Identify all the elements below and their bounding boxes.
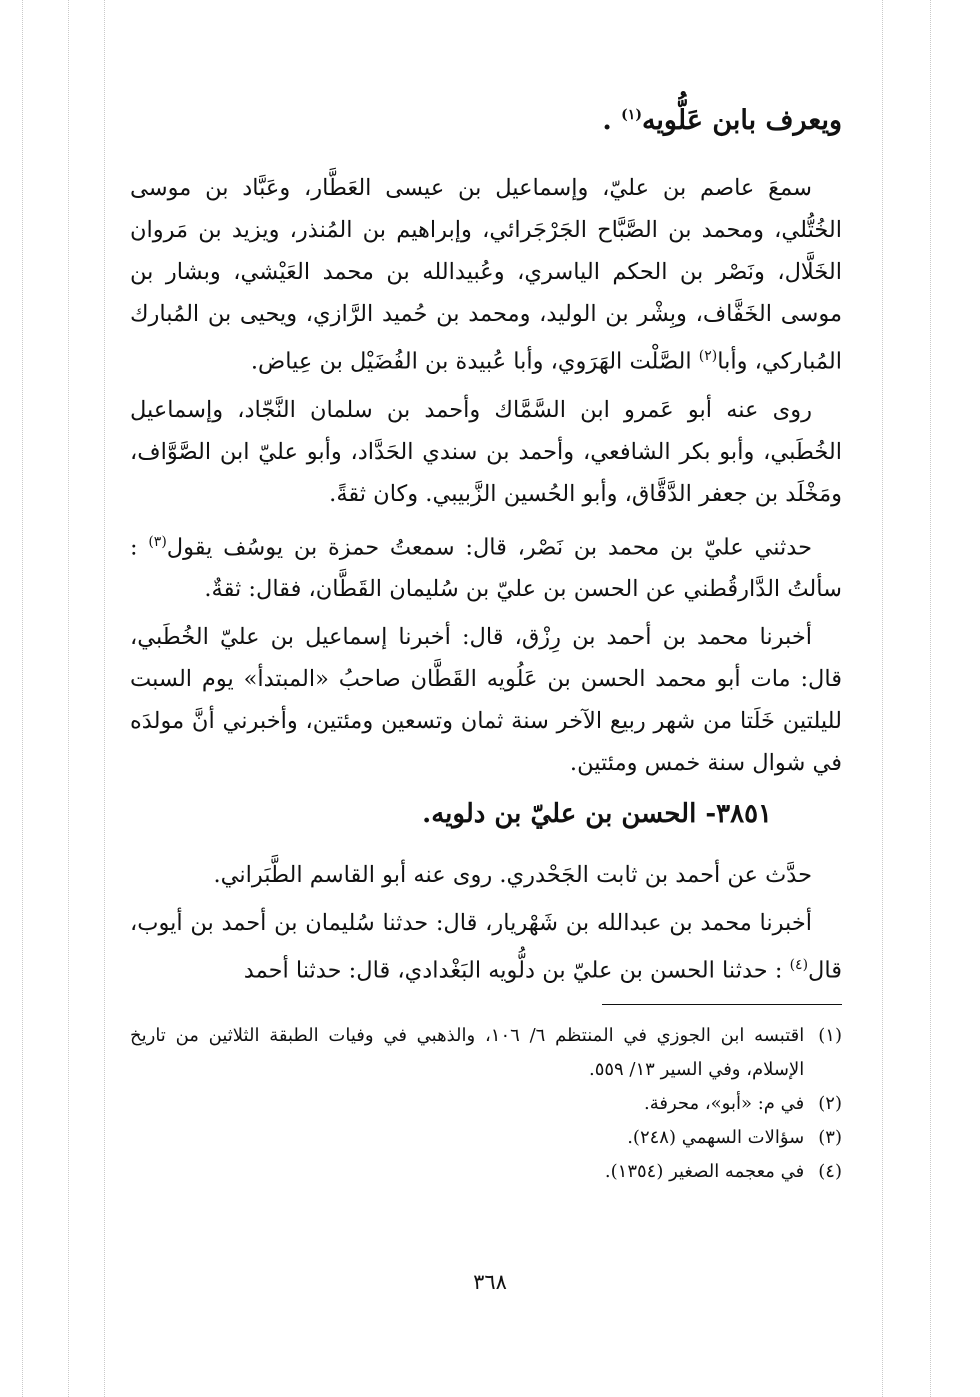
footnote-item — [130, 1121, 842, 1155]
footnote-number: (٢) — [818, 1092, 842, 1114]
footnote-text: في معجمه الصغير (١٣٥٤). — [604, 1160, 805, 1182]
paragraph-text: أخبرنا محمد بن عبدالله بن شَهْريار، قال: حدثنا سُليمان بن أحمد بن أيوب، قال — [130, 910, 842, 984]
footnote-item — [130, 1019, 842, 1087]
paragraph-teachers — [130, 167, 842, 383]
paragraph-text: حدثني عليّ بن محمد بن نَصْر، قال: سمعتُ حمزة بن يوسُف يقول — [166, 534, 813, 560]
footnote-text: سؤالات السهمي (٢٤٨). — [627, 1126, 805, 1148]
entry-heading-continuation — [130, 95, 842, 141]
footnote-item — [130, 1155, 842, 1189]
paragraph-text-end: : سألتُ الدَّارقُطني عن الحسن بن عليّ بن سُليمان القَطَّان، فقال: ثقةٌ. — [130, 534, 842, 602]
footnotes — [130, 1019, 842, 1189]
footnote-separator — [602, 1004, 842, 1005]
paragraph-entry-intro: حدَّث عن أحمد بن ثابت الجَحْدري. روى عنه أبو القاسم الطَّبَراني. — [213, 862, 812, 888]
entry-title: ٣٨٥١- الحسن بن عليّ بن دلويه. — [422, 799, 772, 829]
paragraph-text: سمعَ عاصم بن عليّ، وإسماعيل بن عيسى العَطَّار، وعَبَّاد بن موسى الخُتُّلي، ومحمد بن الصَّبَّاح الجَرْجَرائي، وإبراهيم بن المُنذر، ويزيد بن مَروان الخَلَّال، ونَصْر بن الحكم الياسري، وعُبيدالله بن محمد العَيْشي، وبشار بن موسى الخَفَّاف، وبِشْر بن الوليد، ومحمد بن حُميد الرَّازي، ويحيى بن المُبارك المُباركي، وأبا — [130, 175, 842, 375]
footnote-ref: (٣) — [148, 533, 167, 550]
footnote-text: في م: «أبو»، محرفة. — [643, 1092, 805, 1114]
paragraph-students: روى عنه أبو عَمرو ابن السَّمَّاك وأحمد بن سلمان النَّجّاد، وإسماعيل الخُطَبي، وأبو بكر الشافعي، وأحمد بن سندي الحَدَّاد، وأبو عليّ ابن الصَّوَّاف، ومَخْلَد بن جعفر الدَّقَّاق، وأبو الحُسين الزَّبيبي. وكان ثقةً. — [130, 396, 842, 507]
heading-text: ويعرف بابن عَلُّويه — [641, 105, 842, 136]
page-content — [130, 95, 842, 1189]
footnote-item — [130, 1087, 842, 1121]
footnote-ref: (٤) — [789, 957, 809, 973]
footnote-text: اقتبسه ابن الجوزي في المنتظم ٦/ ١٠٦، والذهبي في وفيات الطبقة الثلاثين من تاريخ الإسلام، وفي السير ١٣/ ٥٥٩. — [130, 1024, 805, 1080]
paragraph-text-end: : حدثنا الحسن بن عليّ بن دلُّويه البَغْدادي، قال: حدثنا أحمد — [243, 957, 783, 984]
footnote-ref: (١) — [621, 107, 642, 123]
heading-end: . — [602, 105, 612, 136]
page-number: ٣٦٨ — [473, 1270, 507, 1294]
footnote-number: (٤) — [818, 1160, 842, 1182]
paragraph-death-date: أخبرنا محمد بن أحمد بن رِزْق، قال: أخبرنا إسماعيل بن عليّ الخُطَبي، قال: مات أبو محمد الحسن بن عَلُويه القَطَّان صاحبُ «المبتدأ» يوم السبت لليلتين خَلَتا من شهر ربيع الآخر سنة ثمان وتسعين ومئتين، وأخبرني أنَّ مولدَه في شوال سنة خمس ومئتين. — [130, 624, 842, 776]
footnote-number: (٣) — [818, 1126, 842, 1148]
paragraph-isnad — [130, 902, 842, 992]
footnote-ref: (٢) — [698, 348, 718, 364]
paragraph-text-end: الصَّلْت الهَرَوي، وأبا عُبيدة بن الفُضَيْل بن عِياض. — [250, 348, 692, 375]
paragraph-grading — [130, 521, 842, 611]
footnote-number: (١) — [818, 1024, 842, 1046]
